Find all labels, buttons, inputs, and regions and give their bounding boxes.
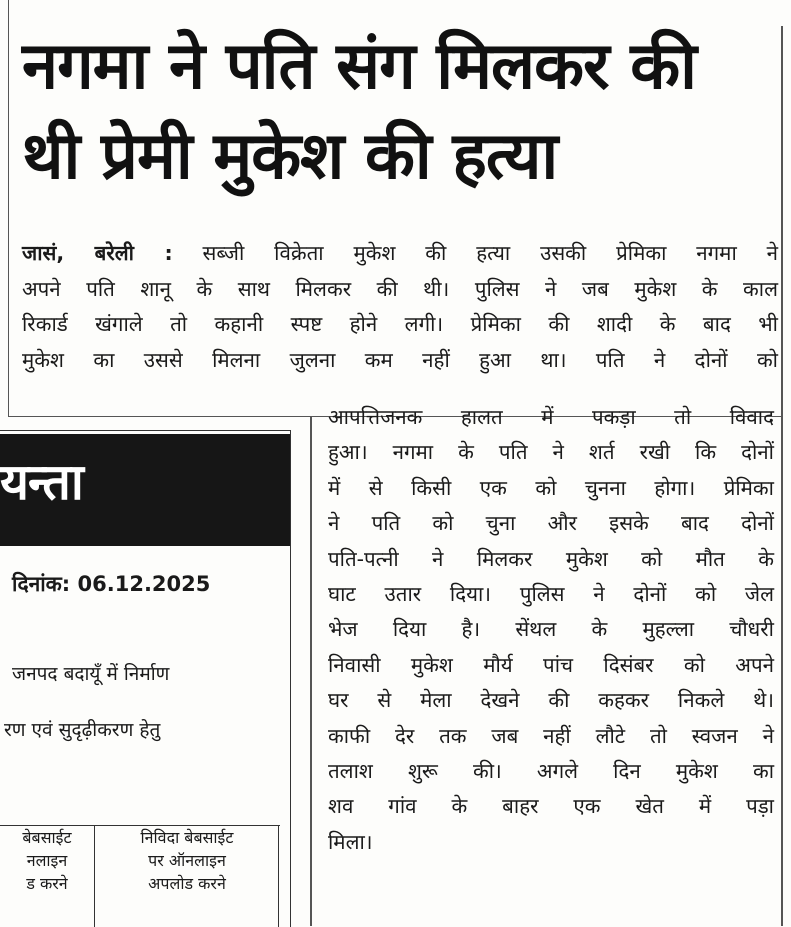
column-line: घाट उतार दिया। पुलिस ने दोनों को जेल [328,582,774,607]
column-line: हुआ। नगमा के पति ने शर्त रखी कि दोनों [328,440,774,465]
column-line: ने पति को चुना और इसके बाद दोनों [328,511,774,536]
headline-line-1: नगमा ने पति संग मिलकर की [22,29,696,104]
column-line: काफी देर तक जब नहीं लौटे तो स्वजन ने [328,723,774,748]
body-line-4: मुकेश का उससे मिलना जुलना कम नहीं हुआ था। पति ने दोनों को [22,347,778,372]
dateline: जासं, बरेली : [22,241,173,265]
column-line: घर से मेला देखने की कहकर निकले थे। [328,688,774,713]
story-body-top [22,236,778,378]
story-column-rule [310,416,312,926]
notice-title: यन्ता [0,453,83,511]
column-line: मिला। [328,829,373,854]
notice-text-line-1: जनपद बदायूँ में निर्माण [12,663,170,685]
column-line: निवासी मुकेश मौर्य पांच दिसंबर को अपने [328,652,774,677]
body-line-2: अपने पति शानू के साथ मिलकर की थी। पुलिस ने जब मुकेश के काल [22,276,778,301]
column-line: आपत्तिजनक हालत में पकड़ा तो विवाद [328,405,774,429]
body-line-1: जासं, बरेली : सब्जी विक्रेता मुकेश की हत्या उसकी प्रेमिका नगमा ने [22,241,778,265]
headline [22,22,782,202]
body-line-3: रिकार्ड खंगाले तो कहानी स्पष्ट होने लगी। प्रेमिका की शादी के बाद भी [22,312,778,336]
notice-date: दिनांक: 06.12.2025 [12,572,211,596]
column-line: तलाश शुरू की। अगले दिन मुकेश का [328,759,774,784]
notice-table-cell-a: बेबसाईट नलाइन ड करने [0,826,95,927]
notice-table [0,825,280,927]
column-line: भेज दिया है। सेंथल के मुहल्ला चौधरी [328,617,774,642]
column-line: शव गांव के बाहर एक खेत में पड़ा [328,794,774,819]
story-body-column [328,400,774,860]
headline-line-2: थी प्रेमी मुकेश की हत्या [22,119,558,194]
notice-table-cell-b: निविदा बेबसाईट पर ऑनलाइन अपलोड करने [96,826,279,927]
column-line: में से किसी एक को चुनना होगा। प्रेमिका [328,475,774,500]
notice-text-line-2: रण एवं सुदृढ़ीकरण हेतु [4,719,161,741]
column-line: पति-पत्नी ने मिलकर मुकेश को मौत के [328,546,774,571]
